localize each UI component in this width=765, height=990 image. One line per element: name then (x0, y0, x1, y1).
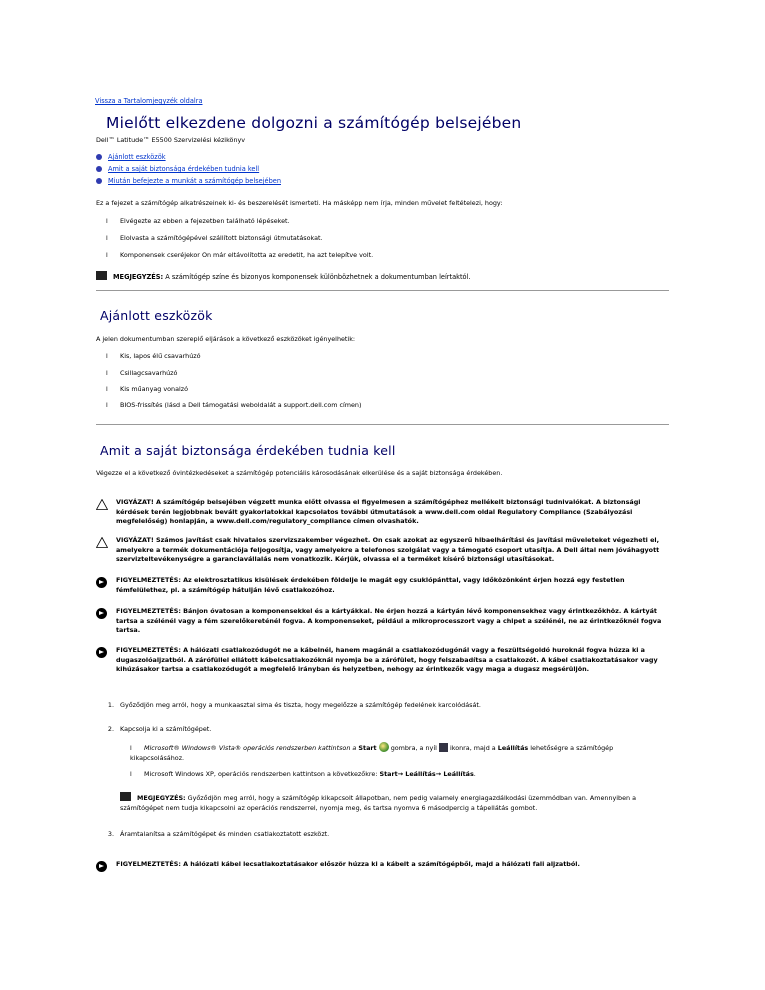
caution-triangle-icon (96, 537, 108, 548)
notice-1 (96, 576, 668, 598)
caution-1 (96, 498, 668, 528)
bullet-dot-icon (96, 154, 102, 160)
toc-item (96, 165, 281, 177)
list-item: l Kis műanyag vonalzó (106, 385, 189, 393)
tools-intro: A jelen dokumentumban szereplő eljárások a következő eszközöket igényelhetik: (96, 335, 356, 343)
step-item (96, 701, 481, 709)
list-item: l Csillagcsavarhúzó (106, 369, 178, 377)
section-heading-tools: Ajánlott eszközök (100, 308, 213, 323)
list-item-text: Kis műanyag vonalzó (120, 385, 189, 393)
step-number: 3. (107, 830, 114, 838)
toc-item (96, 153, 281, 165)
notice-2 (96, 607, 668, 637)
caution-2 (96, 536, 668, 576)
list-item-text: Elolvasta a számítógépével szállított biztonsági útmutatásokat. (120, 234, 323, 242)
caution-text: VIGYÁZAT! Számos javítást csak hivatalos szervizszakember végezhet. On csak azokat az egyszerű hibaelhárítási és javítási műveleteket végezheti el, amelyekre a termék dokumentációja feljogosítja, vagy amelyekre a telefonos szolgálat vagy a támogató csoport utasítja. A Dell által nem jóváhagyott szervizteltevékenységre a garanciavállalás nem vonatkozik. Kérjük, olvassa el a terméket kísérő biztonsági utasításokat. (116, 536, 660, 563)
step-item (96, 725, 211, 733)
page-title: Mielőtt elkezdene dolgozni a számítógép belsejében (106, 114, 522, 132)
shutdown-label: Leállítás (497, 744, 529, 752)
bullet-dot-icon (96, 166, 102, 172)
menu-path: Start→ Leállítás→ Leállítás (379, 770, 474, 778)
note-text: A számítógép színe és bizonyos komponensek különbözhetnek a dokumentumban leírtaktól. (165, 273, 471, 281)
sub-bullet-text: Microsoft® Windows® Vista® operációs rendszerben kattintson a (144, 744, 357, 752)
sub-bullet-vista: l Microsoft® Windows® Vista® operációs rendszerben kattintson a Start gombra, a nyíl ikonra, majd a Leállítás lehetőségre a számítógép kikapcsolásához. (130, 744, 614, 762)
sub-bullet-xp: l Microsoft Windows XP, operációs rendszerben kattintson a következőkre: Start→ Leállítás→ Leállítás. (130, 770, 476, 778)
notice-final (96, 860, 668, 874)
divider (96, 290, 669, 291)
caution-text: VIGYÁZAT! A számítógép belsejében végzett munka előtt olvassa el figyelmesen a számítógéphez mellékelt biztonsági tudnivalókat. A biztonsági kérdések terén legjobbnak bevált gyakorlatokkal kapcsolatos további útmutatások a www.dell.com oldal Regulatory Compliance (Szabályozási megfelelőség) honlapján, a www.dell.com/regulatory_compliance címen olvashatók. (116, 498, 641, 525)
step-text: Kapcsolja ki a számítógépet. (120, 725, 212, 733)
list-item: l Elolvasta a számítógépével szállított biztonsági útmutatásokat. (106, 234, 323, 242)
toc-link-safety[interactable]: Amit a saját biztonsága érdekében tudnia kell (108, 165, 260, 173)
section-heading-safety: Amit a saját biztonsága érdekében tudnia kell (100, 443, 396, 458)
step-number: 1. (107, 701, 114, 709)
list-item: l Elvégezte az ebben a fejezetben található lépéseket. (106, 217, 290, 225)
note-pencil-icon (96, 271, 107, 280)
toc-link-tools[interactable]: Ajánlott eszközök (108, 153, 166, 161)
back-to-contents-link[interactable]: Vissza a Tartalomjegyzék oldalra (95, 97, 203, 105)
note-2 (120, 792, 666, 813)
intro-paragraph: Ez a fejezet a számítógép alkatrészeinek ki- és beszerelését ismerteti. Ha másképp nem írja, minden művelet feltételezi, hogy: (96, 199, 503, 207)
list-item-text: Kis, lapos élű csavarhúzó (120, 352, 201, 360)
list-item: l Komponensek cseréjekor On már eltávolította az eredetit, ha azt telepítve volt. (106, 251, 374, 259)
notice-3 (96, 646, 668, 686)
list-item-text: Komponensek cseréjekor On már eltávolította az eredetit, ha azt telepítve volt. (120, 251, 374, 259)
divider (96, 424, 669, 425)
sub-bullet-text: gombra, a nyíl (390, 744, 437, 752)
notice-circle-arrow-icon (96, 577, 107, 588)
toc-item (96, 177, 281, 189)
list-item: l BIOS-frissítés (lásd a Dell támogatási weboldalát a support.dell.com címen) (106, 401, 362, 409)
sub-bullet-text: Microsoft Windows XP, operációs rendszerben kattintson a következőkre: (144, 770, 378, 778)
step-text: Áramtalanítsa a számítógépet és minden csatlakoztatott eszközt. (120, 830, 330, 838)
page-subtitle: Dell™ Latitude™ E5500 Szervizelési kézikönyv (96, 136, 246, 144)
step-number: 2. (107, 725, 114, 733)
notice-circle-arrow-icon (96, 647, 107, 658)
start-label: Start (358, 744, 377, 752)
note-label: MEGJEGYZÉS: (113, 273, 164, 281)
sub-bullet-text: ikonra, majd a (449, 744, 496, 752)
list-item-text: Elvégezte az ebben a fejezetben található lépéseket. (120, 217, 290, 225)
sub-bullet-text: . (473, 770, 476, 778)
notice-text: FIGYELMEZTETÉS: Bánjon óvatosan a komponensekkel és a kártyákkal. Ne érjen hozzá a kártyán lévő komponensekhez vagy érintkezőkhöz. A kártyát tartsa a szélénél vagy a fém szerelőkereténél fogva. A komponenseket, például a mikroprocesszort vagy a chipet a szélénél, ne az érintkezőknél fogva tartsa. (116, 607, 662, 634)
notice-circle-arrow-icon (96, 861, 107, 872)
list-item-text: Csillagcsavarhúzó (120, 369, 178, 377)
note-pencil-icon (120, 792, 131, 801)
sub-bullet-text: lehetőségre a számítógép kikapcsolásához. (130, 744, 614, 762)
note-1 (96, 271, 666, 282)
notice-text: FIGYELMEZTETÉS: Az elektrosztatikus kisülések érdekében földelje le magát egy csuklópánttal, vagy időközönként érjen hozzá egy festetlen fémfelülethez, pl. a számítógép hátulján lévő csatlakozóhoz. (116, 576, 625, 594)
step-item (96, 830, 329, 838)
toc-list (96, 153, 281, 189)
notice-text: FIGYELMEZTETÉS: A hálózati kábel lecsatlakoztatásakor először húzza ki a kábelt a számítógépből, majd a hálózati fali aljzatból. (116, 860, 580, 868)
arrow-icon (439, 743, 448, 752)
list-item: l Kis, lapos élű csavarhúzó (106, 352, 201, 360)
notice-circle-arrow-icon (96, 608, 107, 619)
step-text: Győződjön meg arról, hogy a munkaasztal sima és tiszta, hogy megelőzze a számítógép fedelének karcolódását. (120, 701, 481, 709)
note-label: MEGJEGYZÉS: (137, 794, 186, 802)
safety-intro: Végezze el a következő óvintézkedéseket a számítógép potenciális károsodásának elkerülése és a saját biztonsága érdekében. (96, 469, 503, 477)
toc-link-after[interactable]: Miután befejezte a munkát a számítógép belsejében (108, 177, 281, 185)
caution-triangle-icon (96, 499, 108, 510)
notice-text: FIGYELMEZTETÉS: A hálózati csatlakozódugót ne a kábelnél, hanem magánál a csatlakozódugónál vagy a feszültségoldó huroknál fogva húzza ki a dugaszolóaljzatból. A zárófüllel ellátott kábelcsatlakozóknál nyomja be a zárófület, hogy felszabadítsa a csatlakozót. A kábel csatlakoztatásakor vagy kihúzásakor tartsa a csatlakozódugót a megfelelő irányban és helyzetben, nehogy az érintkezők vagy maga a dugasz megsérüljön. (116, 646, 658, 673)
bullet-dot-icon (96, 178, 102, 184)
note-text: Győződjön meg arról, hogy a számítógép kikapcsolt állapotban, nem pedig valamely energiagazdálkodási üzemmódban van. Amennyiben a számítógépet nem tudja kikapcsolni az operációs rendszerrel, nyomja meg, és tartsa nyomva 6 másodpercig a tápellátás gombot. (120, 794, 637, 812)
windows-start-orb-icon (379, 742, 389, 752)
list-item-text: BIOS-frissítés (lásd a Dell támogatási weboldalát a support.dell.com címen) (120, 401, 362, 409)
